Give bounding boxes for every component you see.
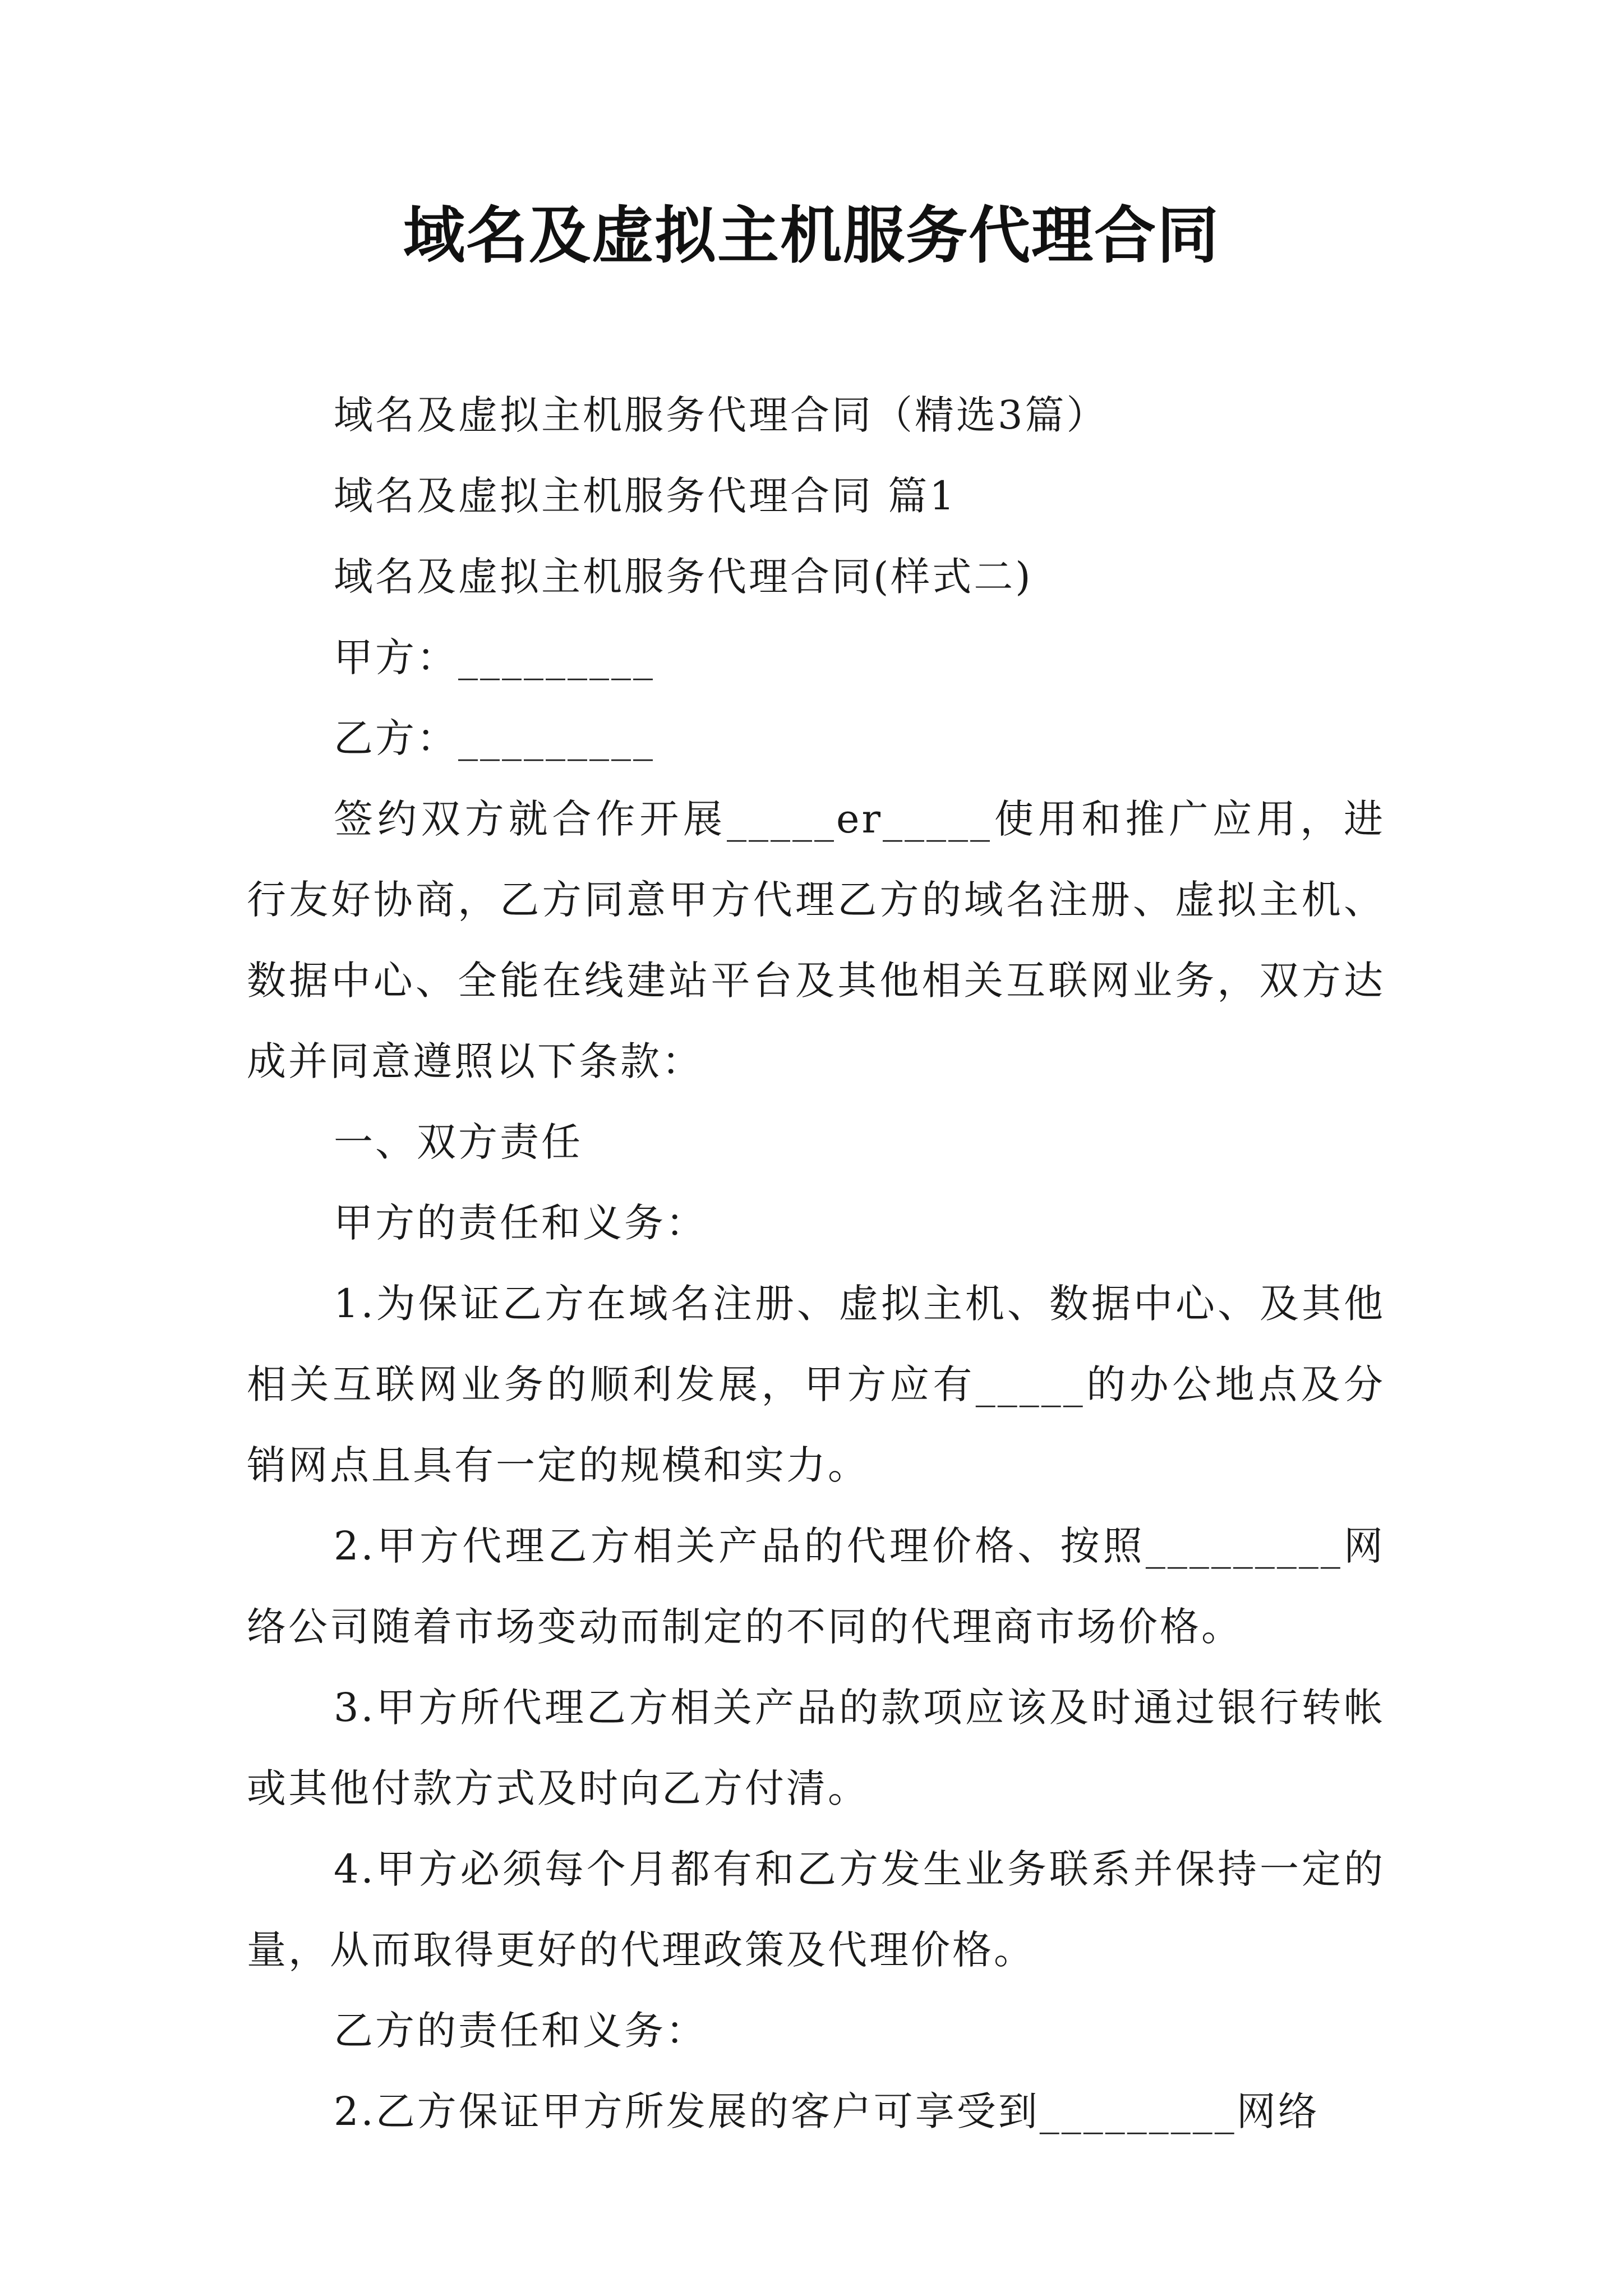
party-b-clause-2: 2.乙方保证甲方所发展的客户可享受到_________网络 bbox=[334, 2088, 1320, 2134]
party-b-field: 乙方：_________ bbox=[334, 715, 655, 761]
paragraph-preamble: 签约双方就合作开展_____er_____使用和推广应用，进行友好协商，乙方同意甲方代理乙方的域名注册、虚拟主机、数据中心、全能在线建站平台及其他相关互联网业务，双方达成并同意遵照以下条款： bbox=[247, 796, 1385, 1084]
paragraph-subtitle: 域名及虚拟主机服务代理合同（精选3篇） bbox=[334, 392, 1108, 438]
party-a-clause-3: 3.甲方所代理乙方相关产品的款项应该及时通过银行转帐或其他付款方式及时向乙方付清。 bbox=[247, 1685, 1385, 1811]
party-a-field: 甲方：_________ bbox=[334, 634, 655, 680]
party-a-duties-heading: 甲方的责任和义务： bbox=[334, 1200, 707, 1246]
document-body bbox=[247, 375, 1385, 2152]
section-heading-responsibilities: 一、双方责任 bbox=[334, 1119, 583, 1165]
paragraph-chapter-heading: 域名及虚拟主机服务代理合同 篇1 bbox=[334, 473, 957, 519]
party-a-clause-2: 2.甲方代理乙方相关产品的代理价格、按照_________网络公司随着市场变动而制定的不同的代理商市场价格。 bbox=[247, 1523, 1385, 1650]
document-title: 域名及虚拟主机服务代理合同 bbox=[403, 200, 1220, 272]
party-b-duties-heading: 乙方的责任和义务： bbox=[334, 2008, 707, 2054]
party-a-clause-1: 1.为保证乙方在域名注册、虚拟主机、数据中心、及其他相关互联网业务的顺利发展，甲方应有_____的办公地点及分销网点且具有一定的规模和实力。 bbox=[247, 1281, 1385, 1488]
paragraph-style-heading: 域名及虚拟主机服务代理合同(样式二) bbox=[334, 554, 1033, 600]
party-a-clause-4: 4.甲方必须每个月都有和乙方发生业务联系并保持一定的量，从而取得更好的代理政策及代理价格。 bbox=[247, 1846, 1385, 1973]
